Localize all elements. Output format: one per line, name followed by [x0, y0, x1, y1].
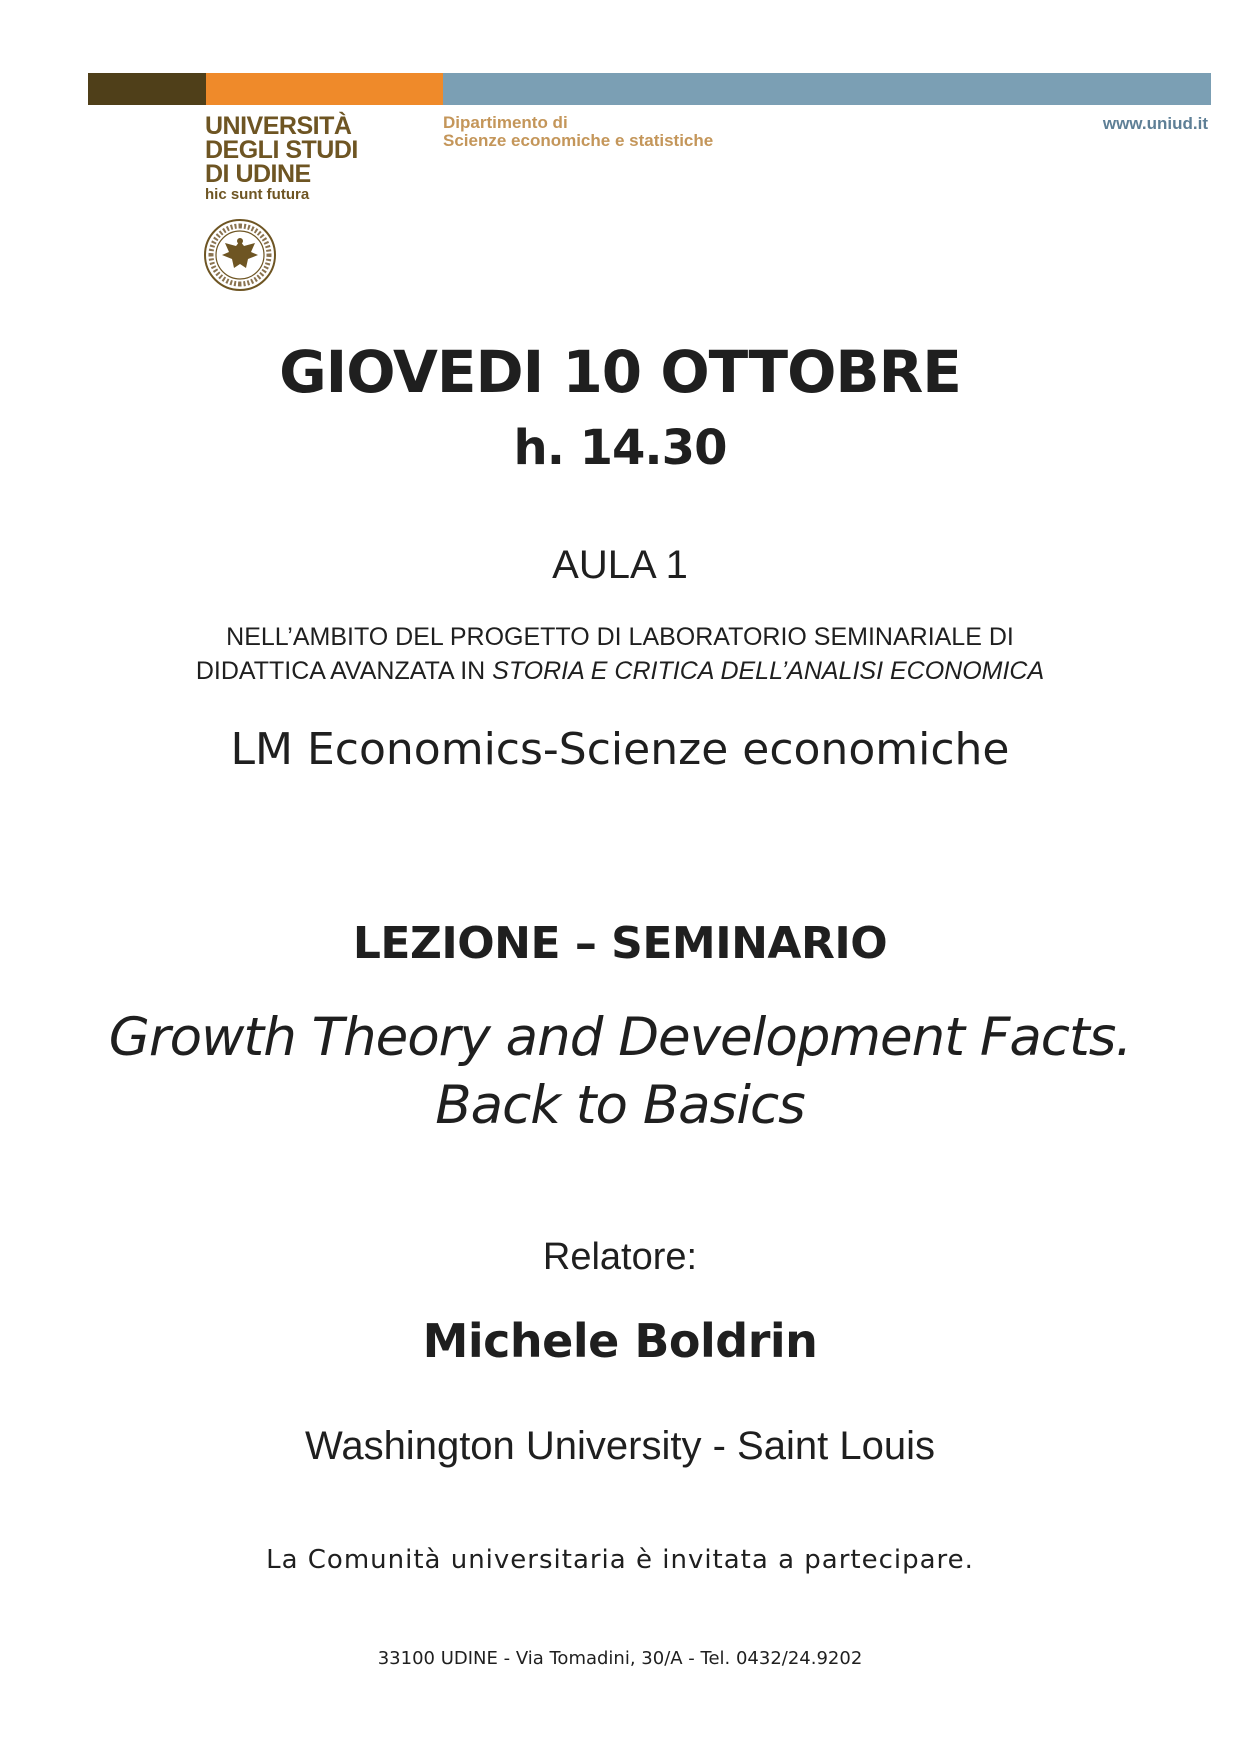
- university-line-1: UNIVERSITÀ: [205, 112, 352, 140]
- project-line-2-plain: DIDATTICA AVANZATA IN: [195, 657, 493, 685]
- lecture-title-line-2: Back to Basics: [435, 1075, 805, 1136]
- lecture-title: [0, 1004, 1240, 1140]
- project-line-2-italic: STORIA E CRITICA DELL’ANALISI ECONOMICA: [492, 657, 1045, 685]
- color-bar-brown: [88, 73, 206, 105]
- invitation-text: La Comunità universitaria è invitata a partecipare.: [266, 1545, 974, 1575]
- event-kind: LEZIONE – SEMINARIO: [352, 918, 888, 969]
- project-line-1: NELL’AMBITO DEL PROGETTO DI LABORATORIO SEMINARIALE DI: [226, 623, 1014, 651]
- event-room: AULA 1: [552, 543, 688, 587]
- color-bar-orange: [206, 73, 443, 105]
- university-line-3: DI UDINE: [205, 160, 311, 188]
- university-logo-text: [205, 114, 405, 186]
- color-bar-blue: [443, 73, 1211, 105]
- speaker-affiliation: Washington University - Saint Louis: [305, 1424, 935, 1468]
- project-description: [0, 620, 1240, 688]
- project-line-2: [0, 654, 1240, 688]
- footer-address: 33100 UDINE - Via Tomadini, 30/A - Tel. 0432/24.9202: [377, 1648, 863, 1669]
- header-color-bar: [88, 73, 1211, 105]
- website-link[interactable]: www.uniud.it: [1102, 114, 1208, 133]
- speaker-name: Michele Boldrin: [422, 1314, 818, 1368]
- lecture-title-line-1: Growth Theory and Development Facts.: [108, 1007, 1132, 1068]
- department-line-1: Dipartimento di: [443, 113, 568, 132]
- department-line-2: Scienze economiche e statistiche: [443, 131, 714, 150]
- event-date: GIOVEDI 10 OTTOBRE: [279, 338, 961, 406]
- event-time: h. 14.30: [513, 420, 727, 476]
- speaker-label: Relatore:: [542, 1236, 698, 1278]
- university-line-2: DEGLI STUDI: [205, 136, 358, 164]
- course-name: LM Economics-Scienze economiche: [230, 724, 1010, 775]
- university-seal-icon: [202, 217, 278, 293]
- university-motto: hic sunt futura: [205, 186, 310, 203]
- department-name: [443, 114, 713, 150]
